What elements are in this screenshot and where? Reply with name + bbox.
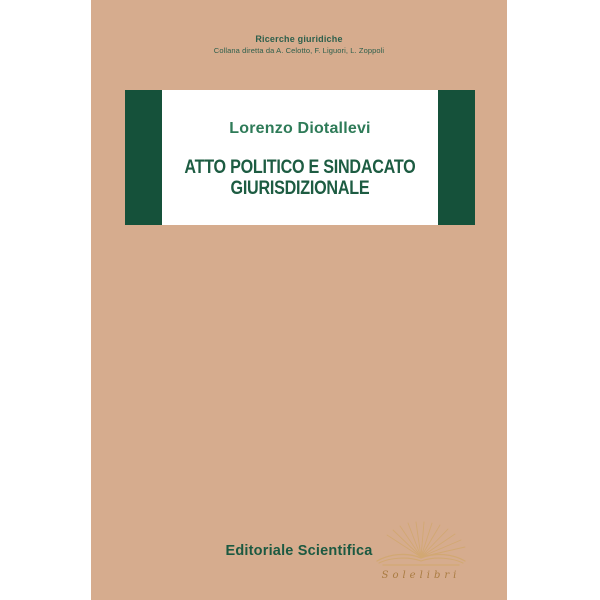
publisher-name: Editoriale Scientifica [225,543,373,559]
author-name: Lorenzo Diotallevi [229,120,371,137]
book-cover [91,0,507,600]
book-title [164,157,436,199]
series-header [91,33,507,56]
green-bar-left [125,90,162,225]
green-bar-right [438,90,475,225]
series-title: Ricerche giuridiche [255,34,343,44]
open-book-rays-icon [373,521,469,569]
publisher-logo [373,521,469,585]
logo-wordmark: Solelibri [381,570,461,581]
title-panel-content [162,90,438,225]
title-panel [125,90,475,225]
book-title-line1: ATTO POLITICO E SINDACATO [184,157,416,178]
series-editors: Collana diretta da A. Celotto, F. Liguori, L. Zoppoli [213,46,385,55]
book-title-line2: GIURISDIZIONALE [230,178,370,199]
